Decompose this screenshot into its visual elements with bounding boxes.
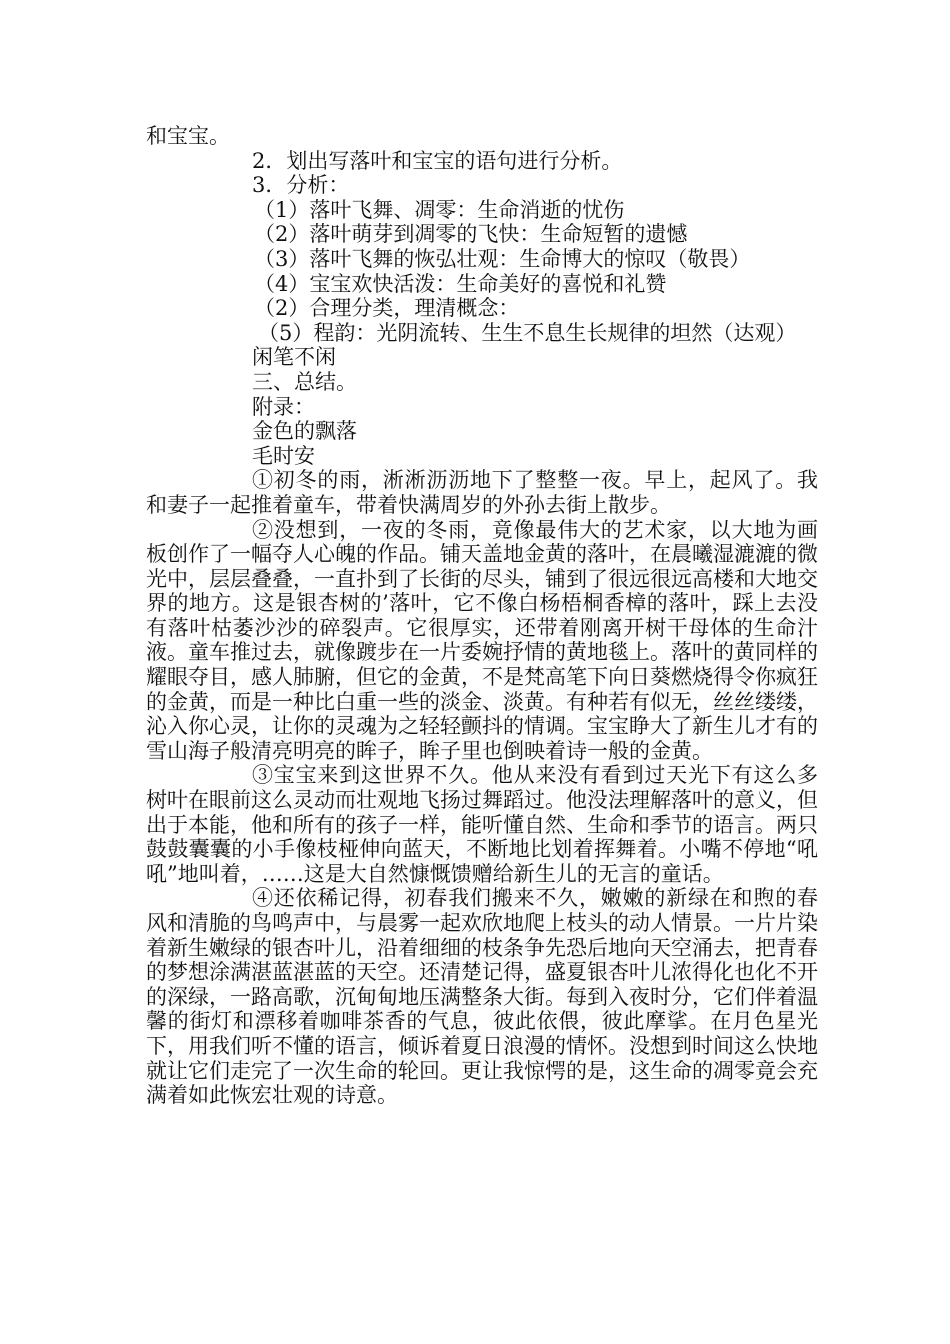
continued-text: 和宝宝。 xyxy=(146,124,230,148)
article-paragraph: ④还依稀记得，初春我们搬来不久，嫩嫩的新绿在和煦的春风和清脆的鸟鸣声中，与晨雾一起欢欣地爬上枝头的动人情景。一片片染着新生嫩绿的银杏叶儿，沿着细细的枝条争先恐后地向天空涌去，把青春的梦想涂满湛蓝湛蓝的天空。还清楚记得，盛夏银杏叶儿浓得化也化不开的深绿，一路高歌，沉甸甸地压满整条大街。每到入夜时分，它们伴着温馨的街灯和漂移着咖啡茶香的气息，彼此依偎，彼此摩挲。在月色星光下，用我们听不懂的语言，倾诉着夏日浪漫的情怀。没想到时间这么快地就让它们走完了一次生命的轮回。更让我惊愕的是，这生命的凋零竟会充满着如此恢宏壮观的诗意。 xyxy=(146,886,818,1108)
analysis-item-5: （5）程韵：光阴流转、生生不息生长规律的坦然（达观） xyxy=(258,320,797,345)
step-2: 2．划出写落叶和宝宝的语句进行分析。 xyxy=(252,148,623,173)
analysis-item: （2）落叶萌芽到凋零的飞快：生命短暂的遗憾 xyxy=(254,222,688,247)
analysis-item: （4）宝宝欢快活泼：生命美好的喜悦和礼赞 xyxy=(254,271,667,296)
article-author: 毛时安 xyxy=(252,443,315,468)
document-body xyxy=(146,124,818,1108)
analysis-item: （1）落叶飞舞、凋零：生命消逝的忧伤 xyxy=(254,197,625,222)
section-summary: 三、总结。 xyxy=(252,369,357,394)
label-appendix: 附录： xyxy=(252,394,315,419)
step-3: 3．分析： xyxy=(252,173,350,198)
analysis-item: （2）合理分类，理清概念： xyxy=(254,296,520,321)
article-title: 金色的飘落 xyxy=(252,419,357,444)
article-paragraph: ③宝宝来到这世界不久。他从来没有看到过天光下有这么多树叶在眼前这么灵动而壮观地飞扬过舞蹈过。他没法理解落叶的意义，但出于本能，他和所有的孩子一样，能听懂自然、生命和季节的语言。两只鼓鼓囊囊的小手像枝桠伸向蓝天，不断地比划着挥舞着。小嘴不停地“吼吼”地叫着，……这是大自然慷慨馈赠给新生儿的无言的童话。 xyxy=(146,763,818,886)
article-paragraph: ②没想到，一夜的冬雨，竟像最伟大的艺术家，以大地为画板创作了一幅夺人心魄的作品。铺天盖地金黄的落叶，在晨曦湿漉漉的微光中，层层叠叠，一直扑到了长街的尽头，铺到了很远很远高楼和大地交界的地方。这是银杏树的’落叶，它不像白杨梧桐香樟的落叶，踩上去没有落叶枯萎沙沙的碎裂声。它很厚实，还带着刚离开树干母体的生命汁液。童车推过去，就像踱步在一片委婉抒情的黄地毯上。落叶的黄同样的耀眼夺目，感人肺腑，但它的金黄，不是梵高笔下向日葵燃烧得令你疯狂的金黄，而是一种比白重一些的淡金、淡黄。有种若有似无，丝丝缕缕，沁入你心灵，让你的灵魂为之轻轻颤抖的情调。宝宝睁大了新生儿才有的雪山海子般清亮明亮的眸子，眸子里也倒映着诗一般的金黄。 xyxy=(146,517,818,763)
article-paragraph: ①初冬的雨，淅淅沥沥地下了整整一夜。早上，起风了。我和妻子一起推着童车，带着快满周岁的外孙去街上散步。 xyxy=(146,468,818,517)
label-xianbi: 闲笔不闲 xyxy=(252,345,336,370)
analysis-item: （3）落叶飞舞的恢弘壮观：生命博大的惊叹（敬畏） xyxy=(254,246,751,271)
